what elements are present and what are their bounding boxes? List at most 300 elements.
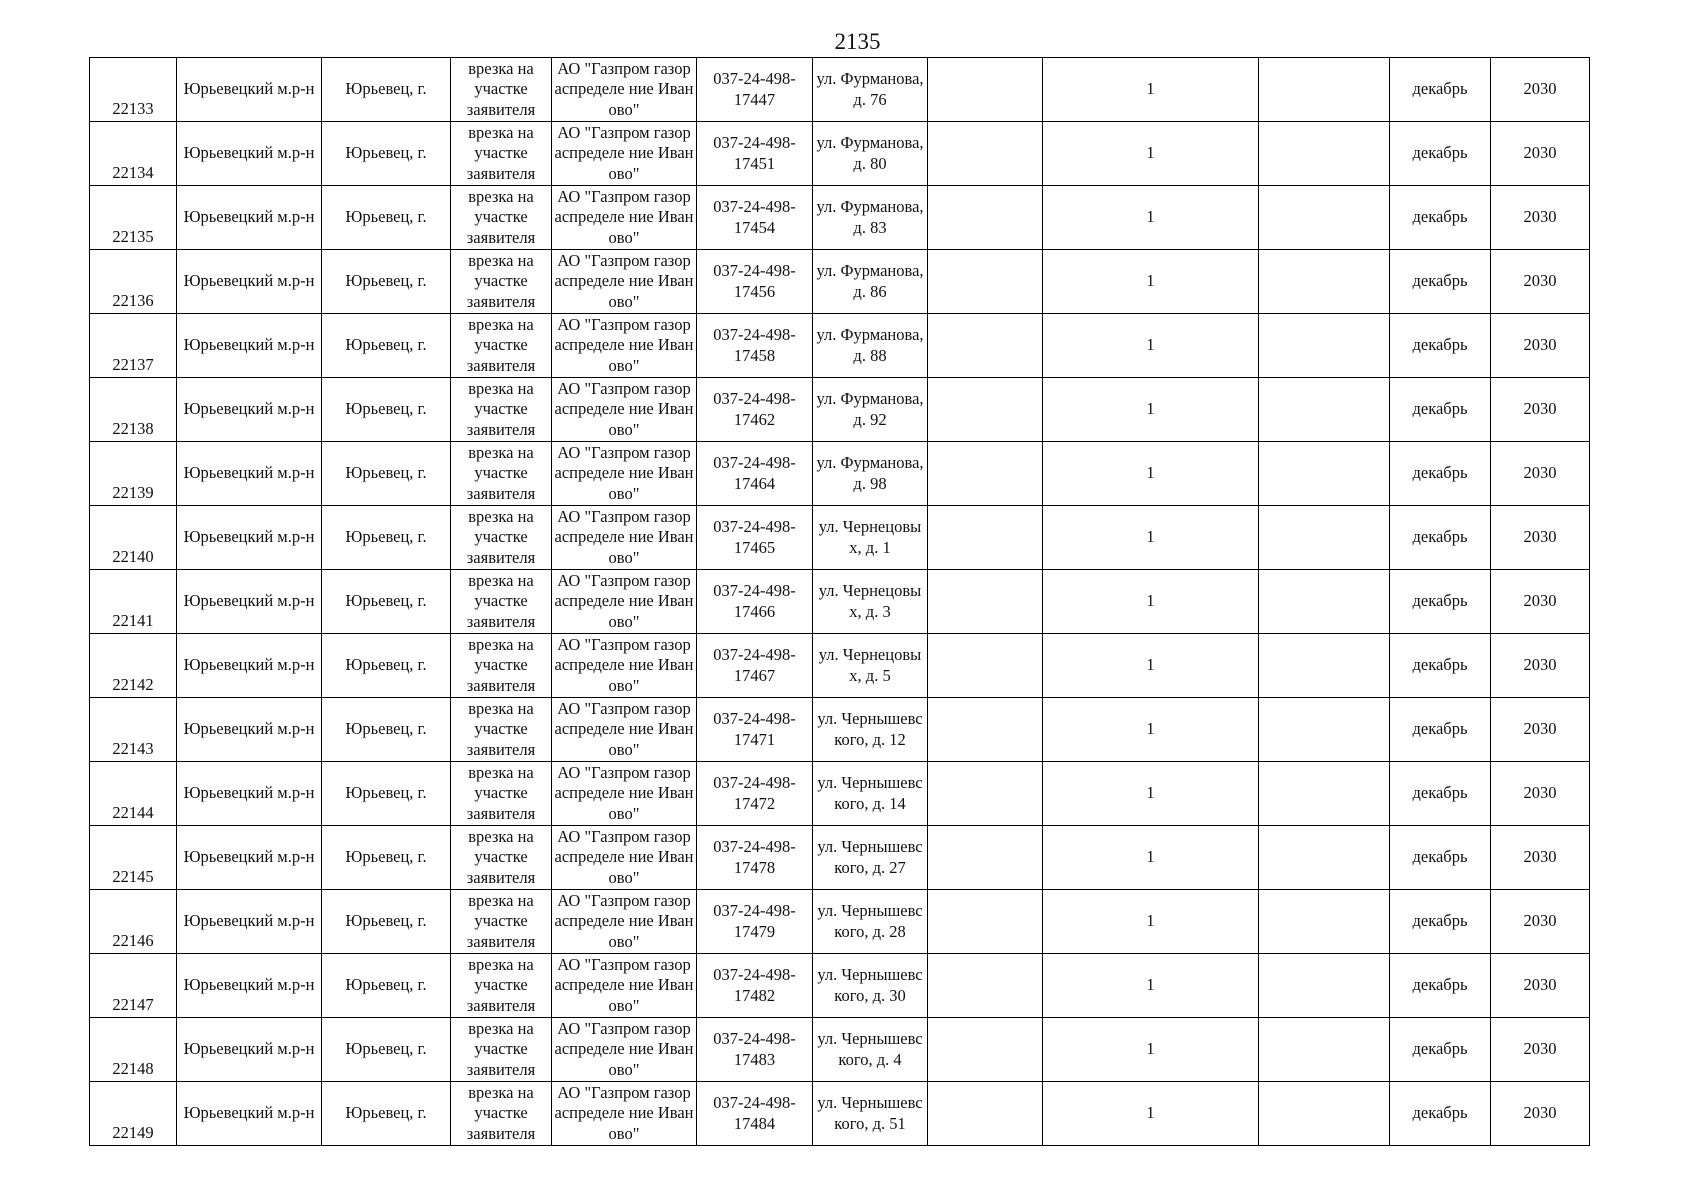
table-row: [90, 1082, 1590, 1146]
month-cell: [1390, 378, 1491, 442]
year-cell: [1491, 506, 1590, 570]
object-code-cell-text: 037-24-498-17472: [713, 773, 796, 813]
district-cell: [177, 250, 322, 314]
address-cell: [813, 698, 928, 762]
district-cell-text: Юрьевецкий м.р-н: [183, 783, 315, 803]
count-cell-text: 1: [1146, 399, 1155, 419]
row-number: [90, 58, 177, 122]
district-cell: [177, 442, 322, 506]
year-cell: [1491, 1082, 1590, 1146]
count-cell-text: 1: [1146, 335, 1155, 355]
year-cell-text: 2030: [1523, 207, 1557, 227]
row-number-text: 22136: [112, 290, 154, 310]
address-cell: [813, 826, 928, 890]
organization-cell: [552, 826, 697, 890]
year-cell: [1491, 442, 1590, 506]
organization-cell: [552, 122, 697, 186]
district-cell-text: Юрьевецкий м.р-н: [183, 847, 315, 867]
connection-type-cell-text: врезка на участке заявителя: [466, 314, 536, 375]
organization-cell-text: АО "Газпром газораспределе ние Иваново": [554, 1082, 694, 1143]
empty-cell: [928, 250, 1043, 314]
row-number-text: 22139: [112, 482, 154, 502]
empty-cell: [1259, 314, 1390, 378]
row-number-text: 22142: [112, 674, 154, 694]
object-code-cell-text: 037-24-498-17478: [713, 837, 796, 877]
object-code-cell-text: 037-24-498-17447: [713, 69, 796, 109]
object-code-cell-text: 037-24-498-17458: [713, 325, 796, 365]
count-cell-text: 1: [1146, 783, 1155, 803]
year-cell-text: 2030: [1523, 1103, 1557, 1123]
year-cell-text: 2030: [1523, 1039, 1557, 1059]
row-number: [90, 1082, 177, 1146]
empty-cell: [1259, 762, 1390, 826]
address-cell: [813, 762, 928, 826]
address-cell: [813, 442, 928, 506]
city-cell: [322, 314, 451, 378]
district-cell: [177, 762, 322, 826]
row-number: [90, 378, 177, 442]
year-cell-text: 2030: [1523, 847, 1557, 867]
city-cell: [322, 58, 451, 122]
count-cell: [1043, 1082, 1259, 1146]
month-cell: [1390, 890, 1491, 954]
district-cell-text: Юрьевецкий м.р-н: [183, 463, 315, 483]
empty-cell: [1259, 570, 1390, 634]
city-cell: [322, 826, 451, 890]
address-cell: [813, 634, 928, 698]
city-cell-text: Юрьевец, г.: [345, 847, 427, 867]
district-cell: [177, 506, 322, 570]
month-cell: [1390, 954, 1491, 1018]
organization-cell-text: АО "Газпром газораспределе ние Иваново": [554, 1018, 694, 1079]
row-number: [90, 250, 177, 314]
table-row: [90, 186, 1590, 250]
connection-type-cell-text: врезка на участке заявителя: [466, 122, 536, 183]
count-cell-text: 1: [1146, 143, 1155, 163]
empty-cell: [928, 634, 1043, 698]
organization-cell: [552, 314, 697, 378]
connection-type-cell-text: врезка на участке заявителя: [466, 634, 536, 695]
city-cell-text: Юрьевец, г.: [345, 399, 427, 419]
organization-cell-text: АО "Газпром газораспределе ние Иваново": [554, 250, 694, 311]
month-cell: [1390, 506, 1491, 570]
table-row: [90, 698, 1590, 762]
connection-type-cell-text: врезка на участке заявителя: [466, 762, 536, 823]
district-cell-text: Юрьевецкий м.р-н: [183, 1103, 315, 1123]
count-cell-text: 1: [1146, 975, 1155, 995]
organization-cell: [552, 634, 697, 698]
row-number-text: 22141: [112, 610, 154, 630]
organization-cell-text: АО "Газпром газораспределе ние Иваново": [554, 954, 694, 1015]
organization-cell-text: АО "Газпром газораспределе ние Иваново": [554, 506, 694, 567]
object-code-cell: [697, 314, 813, 378]
month-cell-text: декабрь: [1412, 591, 1468, 611]
city-cell: [322, 506, 451, 570]
address-cell: [813, 1082, 928, 1146]
year-cell-text: 2030: [1523, 591, 1557, 611]
month-cell: [1390, 314, 1491, 378]
organization-cell-text: АО "Газпром газораспределе ние Иваново": [554, 890, 694, 951]
address-cell-text: ул. Чернышевс кого, д. 28: [817, 901, 923, 941]
district-cell: [177, 58, 322, 122]
table-body: [90, 58, 1590, 1146]
district-cell: [177, 1018, 322, 1082]
empty-cell: [1259, 890, 1390, 954]
organization-cell: [552, 378, 697, 442]
connection-type-cell: [451, 634, 552, 698]
organization-cell-text: АО "Газпром газораспределе ние Иваново": [554, 314, 694, 375]
count-cell-text: 1: [1146, 719, 1155, 739]
city-cell: [322, 762, 451, 826]
address-cell-text: ул. Фурманова, д. 76: [816, 69, 924, 109]
month-cell-text: декабрь: [1412, 271, 1468, 291]
object-code-cell: [697, 506, 813, 570]
count-cell-text: 1: [1146, 655, 1155, 675]
empty-cell: [1259, 186, 1390, 250]
year-cell: [1491, 378, 1590, 442]
row-number: [90, 826, 177, 890]
row-number-text: 22143: [112, 738, 154, 758]
object-code-cell: [697, 1018, 813, 1082]
organization-cell-text: АО "Газпром газораспределе ние Иваново": [554, 378, 694, 439]
city-cell-text: Юрьевец, г.: [345, 271, 427, 291]
year-cell: [1491, 58, 1590, 122]
address-cell: [813, 954, 928, 1018]
row-number-text: 22138: [112, 418, 154, 438]
connection-type-cell: [451, 314, 552, 378]
object-code-cell: [697, 826, 813, 890]
district-cell: [177, 1082, 322, 1146]
count-cell-text: 1: [1146, 463, 1155, 483]
district-cell: [177, 122, 322, 186]
table-row: [90, 442, 1590, 506]
object-code-cell-text: 037-24-498-17471: [713, 709, 796, 749]
district-cell: [177, 378, 322, 442]
district-cell-text: Юрьевецкий м.р-н: [183, 975, 315, 995]
object-code-cell-text: 037-24-498-17451: [713, 133, 796, 173]
row-number: [90, 442, 177, 506]
address-cell: [813, 122, 928, 186]
city-cell-text: Юрьевец, г.: [345, 655, 427, 675]
city-cell-text: Юрьевец, г.: [345, 911, 427, 931]
count-cell-text: 1: [1146, 527, 1155, 547]
connection-type-cell-text: врезка на участке заявителя: [466, 698, 536, 759]
count-cell: [1043, 506, 1259, 570]
month-cell-text: декабрь: [1412, 783, 1468, 803]
month-cell-text: декабрь: [1412, 655, 1468, 675]
address-cell-text: ул. Чернецовы х, д. 3: [818, 581, 922, 621]
month-cell-text: декабрь: [1412, 207, 1468, 227]
empty-cell: [928, 954, 1043, 1018]
connection-type-cell-text: врезка на участке заявителя: [466, 186, 536, 247]
table-row: [90, 634, 1590, 698]
address-cell: [813, 570, 928, 634]
empty-cell: [1259, 506, 1390, 570]
row-number: [90, 890, 177, 954]
count-cell: [1043, 442, 1259, 506]
empty-cell: [928, 506, 1043, 570]
empty-cell: [1259, 442, 1390, 506]
count-cell: [1043, 1018, 1259, 1082]
empty-cell: [928, 442, 1043, 506]
count-cell: [1043, 186, 1259, 250]
row-number-text: 22148: [112, 1058, 154, 1078]
year-cell: [1491, 570, 1590, 634]
empty-cell: [928, 1018, 1043, 1082]
object-code-cell: [697, 954, 813, 1018]
empty-cell: [1259, 698, 1390, 762]
organization-cell-text: АО "Газпром газораспределе ние Иваново": [554, 122, 694, 183]
object-code-cell-text: 037-24-498-17454: [713, 197, 796, 237]
empty-cell: [928, 314, 1043, 378]
row-number-text: 22135: [112, 226, 154, 246]
empty-cell: [928, 186, 1043, 250]
district-cell: [177, 698, 322, 762]
district-cell: [177, 570, 322, 634]
month-cell: [1390, 634, 1491, 698]
connection-type-cell: [451, 442, 552, 506]
year-cell-text: 2030: [1523, 527, 1557, 547]
table-row: [90, 890, 1590, 954]
month-cell: [1390, 698, 1491, 762]
table-row: [90, 250, 1590, 314]
city-cell: [322, 378, 451, 442]
year-cell: [1491, 826, 1590, 890]
organization-cell-text: АО "Газпром газораспределе ние Иваново": [554, 186, 694, 247]
address-cell: [813, 890, 928, 954]
row-number-text: 22133: [112, 98, 154, 118]
row-number: [90, 698, 177, 762]
year-cell: [1491, 314, 1590, 378]
year-cell: [1491, 634, 1590, 698]
district-cell-text: Юрьевецкий м.р-н: [183, 207, 315, 227]
empty-cell: [928, 122, 1043, 186]
address-cell-text: ул. Фурманова, д. 86: [816, 261, 924, 301]
count-cell: [1043, 698, 1259, 762]
district-cell: [177, 954, 322, 1018]
city-cell: [322, 442, 451, 506]
row-number: [90, 1018, 177, 1082]
district-cell: [177, 634, 322, 698]
object-code-cell: [697, 698, 813, 762]
district-cell: [177, 314, 322, 378]
row-number-text: 22146: [112, 930, 154, 950]
address-cell: [813, 506, 928, 570]
connection-type-cell-text: врезка на участке заявителя: [466, 378, 536, 439]
year-cell: [1491, 762, 1590, 826]
address-cell: [813, 186, 928, 250]
year-cell-text: 2030: [1523, 143, 1557, 163]
month-cell: [1390, 442, 1491, 506]
city-cell-text: Юрьевец, г.: [345, 591, 427, 611]
object-code-cell-text: 037-24-498-17479: [713, 901, 796, 941]
month-cell-text: декабрь: [1412, 1039, 1468, 1059]
district-cell: [177, 890, 322, 954]
year-cell-text: 2030: [1523, 463, 1557, 483]
organization-cell: [552, 1018, 697, 1082]
count-cell: [1043, 314, 1259, 378]
object-code-cell-text: 037-24-498-17482: [713, 965, 796, 1005]
address-cell-text: ул. Чернышевс кого, д. 30: [817, 965, 923, 1005]
organization-cell-text: АО "Газпром газораспределе ние Иваново": [554, 58, 694, 119]
district-cell: [177, 826, 322, 890]
month-cell: [1390, 122, 1491, 186]
address-cell-text: ул. Фурманова, д. 88: [816, 325, 924, 365]
connection-type-cell: [451, 506, 552, 570]
month-cell-text: декабрь: [1412, 79, 1468, 99]
district-cell-text: Юрьевецкий м.р-н: [183, 335, 315, 355]
month-cell: [1390, 826, 1491, 890]
month-cell: [1390, 570, 1491, 634]
table-row: [90, 762, 1590, 826]
table-row: [90, 1018, 1590, 1082]
count-cell: [1043, 58, 1259, 122]
month-cell-text: декабрь: [1412, 847, 1468, 867]
connection-type-cell: [451, 826, 552, 890]
row-number: [90, 762, 177, 826]
object-code-cell: [697, 442, 813, 506]
city-cell-text: Юрьевец, г.: [345, 1103, 427, 1123]
object-code-cell-text: 037-24-498-17483: [713, 1029, 796, 1069]
connection-type-cell-text: врезка на участке заявителя: [466, 826, 536, 887]
empty-cell: [1259, 826, 1390, 890]
connection-type-cell: [451, 954, 552, 1018]
organization-cell: [552, 506, 697, 570]
table-row: [90, 954, 1590, 1018]
table-row: [90, 122, 1590, 186]
city-cell: [322, 890, 451, 954]
address-cell-text: ул. Фурманова, д. 83: [816, 197, 924, 237]
empty-cell: [928, 890, 1043, 954]
page-number: 2135: [834, 29, 881, 54]
row-number-text: 22134: [112, 162, 154, 182]
empty-cell: [928, 698, 1043, 762]
object-code-cell-text: 037-24-498-17462: [713, 389, 796, 429]
address-cell-text: ул. Чернышевс кого, д. 4: [817, 1029, 923, 1069]
count-cell: [1043, 634, 1259, 698]
table-row: [90, 378, 1590, 442]
address-cell-text: ул. Чернышевс кого, д. 51: [817, 1093, 923, 1133]
organization-cell: [552, 250, 697, 314]
row-number: [90, 186, 177, 250]
empty-cell: [928, 58, 1043, 122]
object-code-cell: [697, 1082, 813, 1146]
year-cell: [1491, 250, 1590, 314]
object-code-cell: [697, 250, 813, 314]
district-cell: [177, 186, 322, 250]
row-number: [90, 570, 177, 634]
district-cell-text: Юрьевецкий м.р-н: [183, 527, 315, 547]
object-code-cell-text: 037-24-498-17467: [713, 645, 796, 685]
object-code-cell: [697, 186, 813, 250]
address-cell-text: ул. Чернецовы х, д. 5: [818, 645, 922, 685]
empty-cell: [1259, 634, 1390, 698]
object-code-cell: [697, 122, 813, 186]
connection-type-cell: [451, 890, 552, 954]
organization-cell: [552, 698, 697, 762]
district-cell-text: Юрьевецкий м.р-н: [183, 271, 315, 291]
row-number: [90, 314, 177, 378]
district-cell-text: Юрьевецкий м.р-н: [183, 911, 315, 931]
address-cell-text: ул. Фурманова, д. 92: [816, 389, 924, 429]
count-cell-text: 1: [1146, 207, 1155, 227]
connection-type-cell: [451, 1082, 552, 1146]
city-cell: [322, 122, 451, 186]
organization-cell-text: АО "Газпром газораспределе ние Иваново": [554, 698, 694, 759]
address-cell-text: ул. Фурманова, д. 80: [816, 133, 924, 173]
city-cell: [322, 1082, 451, 1146]
year-cell-text: 2030: [1523, 271, 1557, 291]
year-cell-text: 2030: [1523, 975, 1557, 995]
gas-connection-table: [89, 57, 1590, 1146]
district-cell-text: Юрьевецкий м.р-н: [183, 1039, 315, 1059]
table-row: [90, 506, 1590, 570]
city-cell-text: Юрьевец, г.: [345, 335, 427, 355]
organization-cell: [552, 1082, 697, 1146]
empty-cell: [1259, 250, 1390, 314]
city-cell: [322, 570, 451, 634]
district-cell-text: Юрьевецкий м.р-н: [183, 79, 315, 99]
city-cell: [322, 186, 451, 250]
address-cell: [813, 314, 928, 378]
year-cell-text: 2030: [1523, 655, 1557, 675]
year-cell-text: 2030: [1523, 911, 1557, 931]
year-cell-text: 2030: [1523, 335, 1557, 355]
district-cell-text: Юрьевецкий м.р-н: [183, 143, 315, 163]
year-cell: [1491, 186, 1590, 250]
organization-cell-text: АО "Газпром газораспределе ние Иваново": [554, 826, 694, 887]
city-cell: [322, 250, 451, 314]
count-cell-text: 1: [1146, 79, 1155, 99]
address-cell-text: ул. Чернышевс кого, д. 14: [817, 773, 923, 813]
count-cell: [1043, 890, 1259, 954]
empty-cell: [1259, 1082, 1390, 1146]
district-cell-text: Юрьевецкий м.р-н: [183, 399, 315, 419]
city-cell: [322, 1018, 451, 1082]
row-number: [90, 954, 177, 1018]
empty-cell: [1259, 378, 1390, 442]
district-cell-text: Юрьевецкий м.р-н: [183, 655, 315, 675]
address-cell: [813, 250, 928, 314]
month-cell-text: декабрь: [1412, 143, 1468, 163]
object-code-cell-text: 037-24-498-17466: [713, 581, 796, 621]
address-cell: [813, 1018, 928, 1082]
count-cell: [1043, 378, 1259, 442]
month-cell-text: декабрь: [1412, 975, 1468, 995]
empty-cell: [1259, 1018, 1390, 1082]
address-cell-text: ул. Чернышевс кого, д. 27: [817, 837, 923, 877]
year-cell: [1491, 890, 1590, 954]
count-cell-text: 1: [1146, 847, 1155, 867]
table-row: [90, 826, 1590, 890]
empty-cell: [928, 762, 1043, 826]
month-cell-text: декабрь: [1412, 463, 1468, 483]
month-cell-text: декабрь: [1412, 527, 1468, 547]
organization-cell: [552, 890, 697, 954]
connection-type-cell: [451, 58, 552, 122]
table-row: [90, 58, 1590, 122]
object-code-cell: [697, 890, 813, 954]
object-code-cell: [697, 762, 813, 826]
year-cell-text: 2030: [1523, 783, 1557, 803]
connection-type-cell-text: врезка на участке заявителя: [466, 58, 536, 119]
organization-cell-text: АО "Газпром газораспределе ние Иваново": [554, 762, 694, 823]
row-number-text: 22144: [112, 802, 154, 822]
object-code-cell-text: 037-24-498-17464: [713, 453, 796, 493]
city-cell-text: Юрьевец, г.: [345, 527, 427, 547]
connection-type-cell-text: врезка на участке заявителя: [466, 954, 536, 1015]
month-cell: [1390, 250, 1491, 314]
